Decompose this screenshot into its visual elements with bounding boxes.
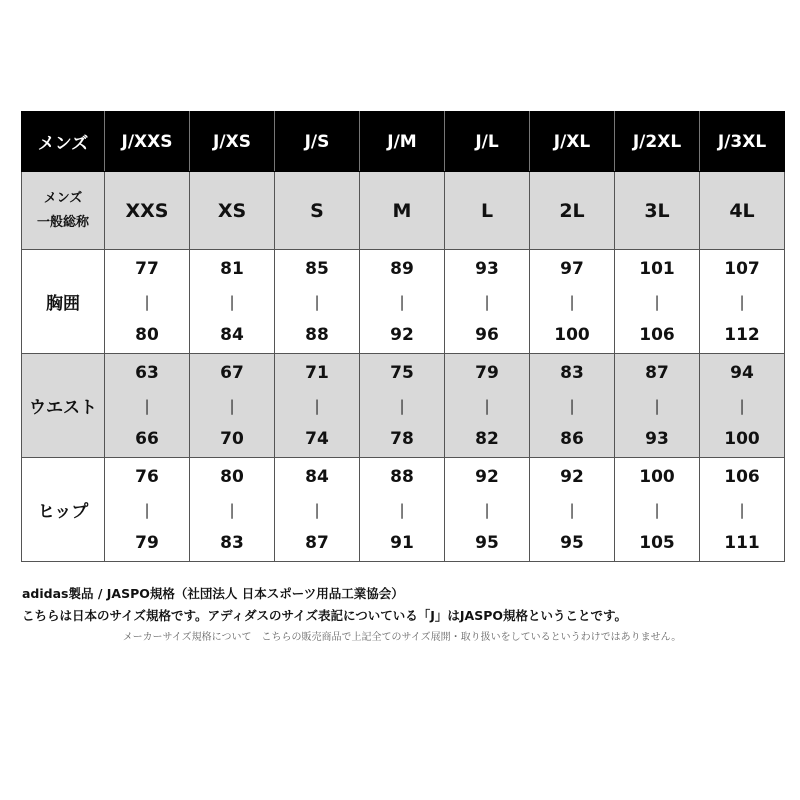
- chest-cell: [530, 250, 615, 354]
- range-max: 78: [390, 428, 414, 449]
- range-separator: |: [739, 500, 745, 519]
- waist-cell: [615, 354, 700, 458]
- range-separator: |: [144, 500, 150, 519]
- general-size-cell: XS: [190, 172, 275, 250]
- chest-cell: [190, 250, 275, 354]
- range-max: 74: [305, 428, 329, 449]
- waist-cell: [700, 354, 785, 458]
- note-standard: adidas製品 / JASPO規格（社団法人 日本スポーツ用品工業協会）: [22, 586, 404, 601]
- size-chart-table: [21, 111, 785, 562]
- chest-cell: [445, 250, 530, 354]
- general-size-cell: M: [360, 172, 445, 250]
- range-min: 71: [305, 362, 329, 383]
- range-min: 79: [475, 362, 499, 383]
- range-min: 67: [220, 362, 244, 383]
- range-max: 84: [220, 324, 244, 345]
- range-max: 100: [724, 428, 760, 449]
- hip-cell: [190, 458, 275, 562]
- hip-row: [22, 458, 785, 562]
- size-header: J/XS: [190, 112, 275, 172]
- range-max: 86: [560, 428, 584, 449]
- range-min: 93: [475, 258, 499, 279]
- size-header: J/3XL: [700, 112, 785, 172]
- size-header: J/L: [445, 112, 530, 172]
- general-size-cell: S: [275, 172, 360, 250]
- range-min: 92: [475, 466, 499, 487]
- range-min: 84: [305, 466, 329, 487]
- range-max: 91: [390, 532, 414, 553]
- general-size-label-line2: 一般総称: [36, 214, 89, 230]
- size-header: J/XL: [530, 112, 615, 172]
- range-max: 96: [475, 324, 499, 345]
- range-min: 92: [560, 466, 584, 487]
- range-max: 100: [554, 324, 590, 345]
- range-max: 66: [135, 428, 159, 449]
- corner-label: メンズ: [22, 112, 105, 172]
- range-min: 85: [305, 258, 329, 279]
- general-size-label: [22, 172, 105, 250]
- waist-label: ウエスト: [22, 354, 105, 458]
- range-separator: |: [229, 500, 235, 519]
- range-min: 77: [135, 258, 159, 279]
- note-japan-size: こちらは日本のサイズ規格です。アディダスのサイズ表記についている「J」はJASPO規格ということです。: [22, 608, 628, 623]
- waist-cell: [445, 354, 530, 458]
- range-max: 79: [135, 532, 159, 553]
- hip-cell: [700, 458, 785, 562]
- waist-cell: [530, 354, 615, 458]
- range-max: 105: [639, 532, 675, 553]
- size-header: J/S: [275, 112, 360, 172]
- range-max: 106: [639, 324, 675, 345]
- chest-cell: [700, 250, 785, 354]
- range-min: 89: [390, 258, 414, 279]
- range-max: 80: [135, 324, 159, 345]
- range-max: 95: [560, 532, 584, 553]
- waist-cell: [105, 354, 190, 458]
- range-separator: |: [739, 292, 745, 311]
- range-separator: |: [144, 396, 150, 415]
- range-separator: |: [229, 396, 235, 415]
- range-separator: |: [654, 292, 660, 311]
- chest-label: 胸囲: [22, 250, 105, 354]
- range-separator: |: [654, 396, 660, 415]
- range-min: 81: [220, 258, 244, 279]
- range-separator: |: [484, 500, 490, 519]
- hip-cell: [445, 458, 530, 562]
- range-separator: |: [569, 292, 575, 311]
- general-size-row: [22, 172, 785, 250]
- waist-cell: [360, 354, 445, 458]
- range-separator: |: [314, 396, 320, 415]
- hip-cell: [360, 458, 445, 562]
- range-min: 83: [560, 362, 584, 383]
- notes-section: [22, 583, 782, 647]
- waist-row: [22, 354, 785, 458]
- range-max: 93: [645, 428, 669, 449]
- size-header: J/M: [360, 112, 445, 172]
- range-min: 87: [645, 362, 669, 383]
- range-min: 88: [390, 466, 414, 487]
- range-separator: |: [229, 292, 235, 311]
- range-separator: |: [314, 500, 320, 519]
- general-size-cell: 3L: [615, 172, 700, 250]
- range-separator: |: [739, 396, 745, 415]
- range-min: 100: [639, 466, 675, 487]
- general-size-cell: XXS: [105, 172, 190, 250]
- range-max: 112: [724, 324, 760, 345]
- size-header: J/XXS: [105, 112, 190, 172]
- range-max: 82: [475, 428, 499, 449]
- hip-cell: [530, 458, 615, 562]
- range-separator: |: [654, 500, 660, 519]
- hip-cell: [615, 458, 700, 562]
- range-min: 75: [390, 362, 414, 383]
- general-size-cell: 4L: [700, 172, 785, 250]
- waist-cell: [190, 354, 275, 458]
- range-max: 92: [390, 324, 414, 345]
- hip-label: ヒップ: [22, 458, 105, 562]
- range-max: 70: [220, 428, 244, 449]
- range-max: 95: [475, 532, 499, 553]
- range-min: 106: [724, 466, 760, 487]
- chest-cell: [105, 250, 190, 354]
- chest-cell: [360, 250, 445, 354]
- range-separator: |: [399, 292, 405, 311]
- range-min: 97: [560, 258, 584, 279]
- header-row: [22, 112, 785, 172]
- chest-cell: [615, 250, 700, 354]
- range-min: 76: [135, 466, 159, 487]
- range-min: 94: [730, 362, 754, 383]
- range-max: 88: [305, 324, 329, 345]
- range-max: 111: [724, 532, 760, 553]
- range-max: 87: [305, 532, 329, 553]
- range-separator: |: [569, 500, 575, 519]
- range-separator: |: [399, 396, 405, 415]
- range-separator: |: [484, 396, 490, 415]
- range-max: 83: [220, 532, 244, 553]
- range-min: 101: [639, 258, 675, 279]
- chest-row: [22, 250, 785, 354]
- waist-cell: [275, 354, 360, 458]
- range-min: 80: [220, 466, 244, 487]
- general-size-cell: L: [445, 172, 530, 250]
- general-size-label-line1: メンズ: [43, 190, 83, 206]
- general-size-cell: 2L: [530, 172, 615, 250]
- hip-cell: [105, 458, 190, 562]
- hip-cell: [275, 458, 360, 562]
- range-min: 107: [724, 258, 760, 279]
- range-separator: |: [314, 292, 320, 311]
- range-separator: |: [569, 396, 575, 415]
- note-disclaimer: メーカーサイズ規格について こちらの販売商品で上記全てのサイズ展開・取り扱いをしているというわけではありません。: [122, 632, 682, 643]
- chest-cell: [275, 250, 360, 354]
- range-separator: |: [484, 292, 490, 311]
- range-min: 63: [135, 362, 159, 383]
- range-separator: |: [399, 500, 405, 519]
- range-separator: |: [144, 292, 150, 311]
- size-header: J/2XL: [615, 112, 700, 172]
